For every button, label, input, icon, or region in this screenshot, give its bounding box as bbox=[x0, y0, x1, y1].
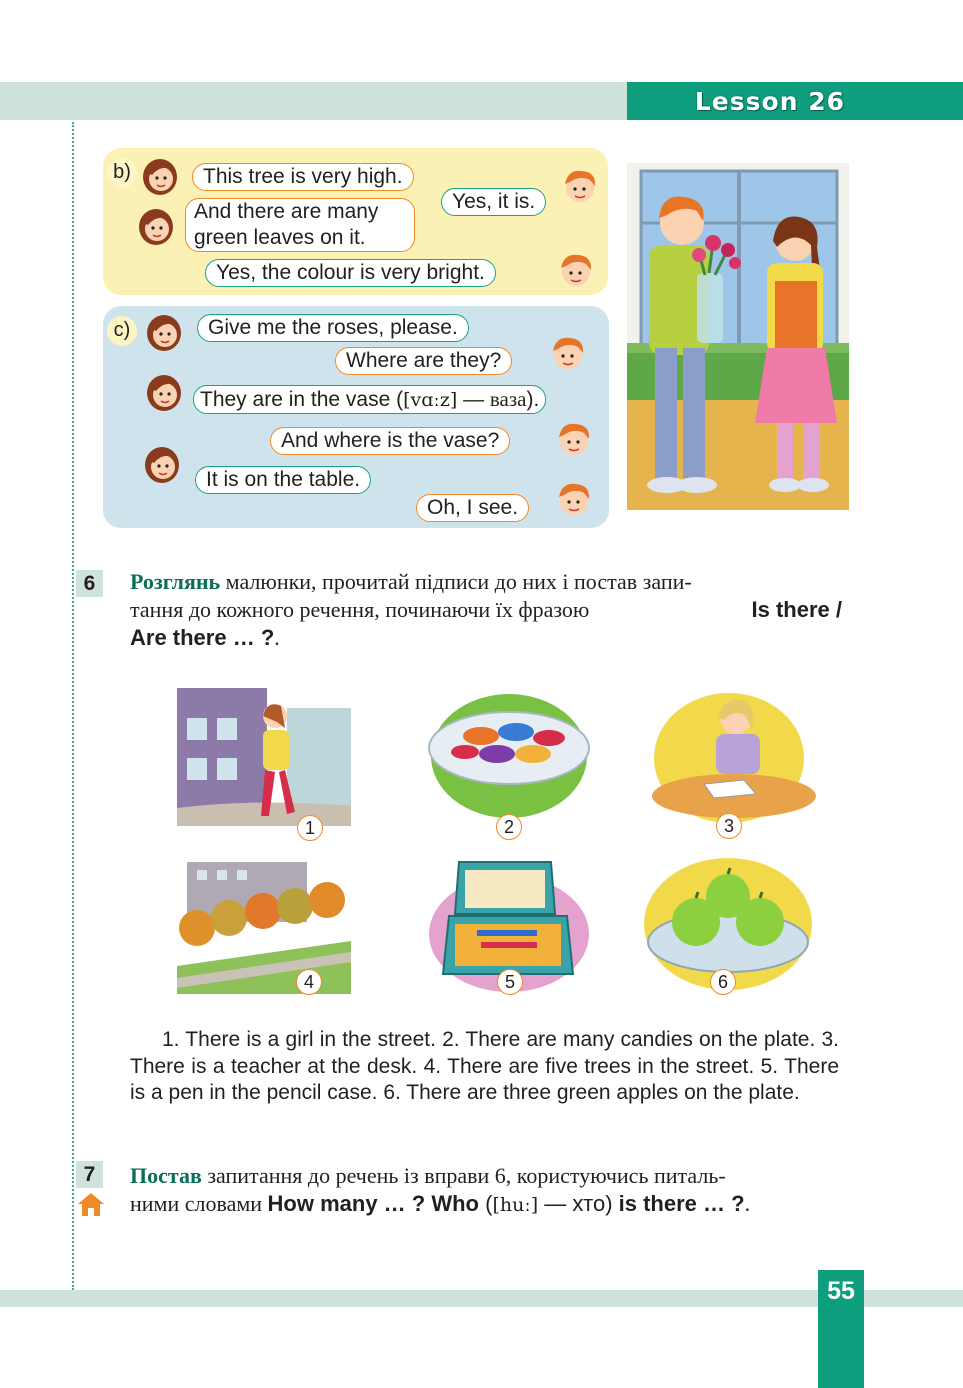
exercise-7-instructions bbox=[130, 1162, 842, 1219]
boy-face-icon bbox=[548, 333, 588, 375]
instruction-text: малюнки, прочитай підписи до них і постав запи- bbox=[220, 569, 692, 594]
dialogue-c-label: c) bbox=[107, 316, 137, 346]
english-phrase: Is there / bbox=[751, 597, 842, 622]
english-phrase: Are there … ? bbox=[130, 625, 275, 650]
speech-bubble: Give me the roses, please. bbox=[197, 314, 469, 342]
exercise-6-sentences bbox=[130, 1027, 839, 1107]
speech-bubble bbox=[193, 385, 546, 414]
exercise-6-instructions bbox=[130, 568, 842, 652]
picture-number-badge: 2 bbox=[496, 814, 522, 840]
girl-face-icon bbox=[144, 311, 184, 353]
page-number: 55 bbox=[827, 1277, 855, 1305]
instruction-text: запитання до речень із вправи 6, користуючись питаль- bbox=[201, 1163, 726, 1188]
instruction-line bbox=[130, 568, 842, 596]
speech-bubble: Where are they? bbox=[335, 347, 512, 375]
instruction-text: ( bbox=[479, 1191, 493, 1216]
speech-bubble: Oh, I see. bbox=[416, 494, 529, 522]
boy-face-icon bbox=[554, 479, 594, 521]
instruction-keyword: Постав bbox=[130, 1163, 202, 1188]
speech-bubble: This tree is very high. bbox=[192, 163, 414, 191]
picture-number-badge: 3 bbox=[716, 813, 742, 839]
transcription: [huː] bbox=[492, 1194, 539, 1216]
bubble-line: And there are many bbox=[194, 200, 379, 223]
transcription: [vɑːz] bbox=[403, 389, 458, 411]
exercise-7-number: 7 bbox=[76, 1161, 103, 1188]
speech-bubble: Yes, it is. bbox=[441, 188, 546, 216]
speech-bubble: And where is the vase? bbox=[270, 427, 510, 455]
picture-number-badge: 5 bbox=[497, 969, 523, 995]
sentences-text: 1. There is a girl in the street. 2. There are many candies on the plate. 3. There is a teacher at the desk. 4. There are five trees in the street. 5. There is a pen in the pencil case. 6. There are three green apples on the plate. bbox=[130, 1028, 839, 1104]
instruction-line bbox=[130, 1162, 842, 1190]
speech-bubble: It is on the table. bbox=[195, 466, 371, 494]
boy-face-icon bbox=[554, 419, 594, 461]
instruction-line bbox=[130, 596, 842, 624]
english-phrase: is there … ? bbox=[618, 1191, 745, 1216]
bubble-text: They are in the vase ( bbox=[200, 388, 404, 411]
bubble-line: green leaves on it. bbox=[194, 226, 366, 249]
bubble-text: — bbox=[457, 388, 490, 411]
instruction-line bbox=[130, 1190, 842, 1219]
boy-face-icon bbox=[556, 250, 596, 292]
instruction-text: тання до кожного речення, починаючи їх фразою bbox=[130, 597, 590, 622]
instruction-text: . bbox=[744, 1191, 751, 1216]
instruction-text: . bbox=[274, 625, 280, 650]
picture-number-badge: 6 bbox=[710, 969, 736, 995]
girl-face-icon bbox=[142, 443, 182, 485]
bubble-text: ). bbox=[526, 388, 540, 411]
lesson-title: Lesson 26 bbox=[694, 87, 845, 116]
teacher-at-desk-picture bbox=[644, 688, 818, 826]
english-phrase: How many … ? Who bbox=[267, 1191, 479, 1216]
picture-number-badge: 1 bbox=[297, 815, 323, 841]
home-icon bbox=[77, 1191, 105, 1217]
speech-bubble-multiline bbox=[185, 198, 415, 252]
translation: ваза bbox=[489, 387, 527, 411]
candies-on-plate-picture bbox=[421, 688, 595, 826]
girl-face-icon bbox=[136, 205, 176, 247]
girl-face-icon bbox=[140, 155, 180, 197]
trees-in-street-picture bbox=[177, 856, 351, 994]
exercise-6-number: 6 bbox=[76, 570, 103, 597]
instruction-text: — хто) bbox=[538, 1191, 619, 1216]
dialogue-b-label: b) bbox=[107, 158, 137, 188]
instruction-keyword: Розглянь bbox=[130, 569, 221, 594]
margin-dotted-line bbox=[72, 122, 74, 1290]
roses-scene-illustration bbox=[627, 163, 849, 510]
instruction-line bbox=[130, 624, 842, 652]
picture-number-badge: 4 bbox=[296, 969, 322, 995]
girl-in-street-picture bbox=[177, 688, 351, 826]
boy-face-icon bbox=[560, 166, 600, 208]
girl-face-icon bbox=[144, 371, 184, 413]
speech-bubble: Yes, the colour is very bright. bbox=[205, 259, 496, 287]
instruction-text: ними словами bbox=[130, 1191, 268, 1216]
